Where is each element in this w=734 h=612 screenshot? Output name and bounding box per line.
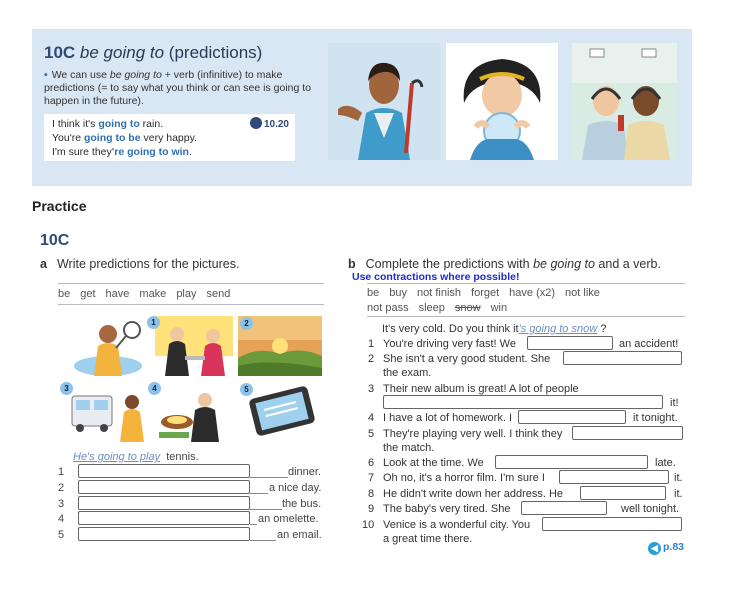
illustration-man-umbrella xyxy=(328,43,440,160)
sentence-end: the exam. xyxy=(383,367,432,379)
word-option: make xyxy=(139,288,167,300)
sentence-start: He didn't write down her address. He xyxy=(383,488,564,500)
picture-number: 4 xyxy=(148,382,161,395)
word-option: not like xyxy=(565,287,600,299)
answer-field[interactable] xyxy=(383,395,663,409)
item-number: 3 xyxy=(368,383,375,395)
picture-example-tennis xyxy=(68,316,148,376)
answer-field[interactable] xyxy=(495,455,648,469)
sentence-end: late. xyxy=(655,457,676,469)
word-option: sleep xyxy=(418,302,445,314)
picture-4-omelette xyxy=(155,382,233,442)
illustration-fortune-teller xyxy=(446,43,558,160)
sentence-tail: an omelette. xyxy=(258,513,319,525)
word-option: have (x2) xyxy=(509,287,556,299)
word-option: be xyxy=(58,288,71,300)
word-option: not finish xyxy=(417,287,462,299)
picture-number: 2 xyxy=(240,317,253,330)
word-box-a xyxy=(58,283,324,305)
answer-field[interactable] xyxy=(518,410,626,424)
example-line: I think it's going to rain. xyxy=(52,118,164,130)
page-reference-link[interactable]: ◀ p.83 xyxy=(648,541,684,555)
word-option: get xyxy=(80,288,96,300)
example-line: I'm sure they're going to win. xyxy=(52,146,192,158)
sentence-end: it! xyxy=(670,397,679,409)
sentence-start: They're playing very well. I think they xyxy=(383,428,563,440)
answer-field[interactable] xyxy=(78,527,250,541)
item-number: 3 xyxy=(58,498,65,510)
sentence-start: Oh no, it's a horror film. I'm sure I xyxy=(383,472,545,484)
contractions-note: Use contractions where possible! xyxy=(352,271,520,283)
sentence-end: a great time there. xyxy=(383,533,473,545)
sentence-end: it. xyxy=(674,472,683,484)
sentence-start: Their new album is great! A lot of people xyxy=(383,383,579,395)
bullet-icon: • xyxy=(44,69,48,81)
sentence-start: She isn't a very good student. She xyxy=(383,353,551,365)
exercise-a-instruction: a Write predictions for the pictures. xyxy=(40,257,240,271)
arrow-left-icon: ◀ xyxy=(648,542,661,555)
grammar-title: 10C be going to (predictions) xyxy=(44,43,263,62)
item-number: 5 xyxy=(58,529,65,541)
example-sentence: He's going to play tennis. xyxy=(73,451,199,463)
audio-button[interactable]: 10.20 xyxy=(250,117,289,132)
word-option: not pass xyxy=(367,302,409,314)
section-code: 10C xyxy=(40,232,70,249)
answer-field[interactable] xyxy=(78,496,250,510)
answer-field[interactable] xyxy=(78,511,250,525)
answer-field[interactable] xyxy=(78,464,250,478)
word-option: buy xyxy=(389,287,407,299)
item-number: 7 xyxy=(368,472,375,484)
sentence-tail: a nice day. xyxy=(269,482,322,494)
item-number: 4 xyxy=(58,513,65,525)
word-option: send xyxy=(206,288,231,300)
item-number: 1 xyxy=(58,466,65,478)
illustration-commentators xyxy=(572,43,677,160)
sentence-start: The baby's very tired. She xyxy=(383,503,511,515)
speaker-icon xyxy=(250,117,262,129)
grammar-examples xyxy=(44,114,295,161)
sentence-end: an accident! xyxy=(619,338,679,350)
sentence-end: it tonight. xyxy=(633,412,678,424)
answer-field[interactable] xyxy=(527,336,613,350)
picture-1-dinner xyxy=(155,316,233,376)
grammar-rule: • We can use be going to + verb (infinitive) to make predictions (= to say what you think or can see is going to happen in the future). xyxy=(44,69,312,107)
word-option: have xyxy=(105,288,130,300)
sentence-start: Look at the time. We xyxy=(383,457,484,469)
word-option: play xyxy=(176,288,197,300)
practice-heading: Practice xyxy=(32,198,87,214)
grammar-box xyxy=(32,29,692,186)
item-number: 9 xyxy=(368,503,375,515)
item-number: 8 xyxy=(368,488,375,500)
item-number: 2 xyxy=(368,353,375,365)
word-option-used: snow xyxy=(454,302,481,314)
answer-field[interactable] xyxy=(580,486,666,500)
sentence-tail: the bus. xyxy=(282,498,322,510)
picture-number: 1 xyxy=(147,316,160,329)
sentence-end: it. xyxy=(674,488,683,500)
item-number: 2 xyxy=(58,482,65,494)
item-number: 1 xyxy=(368,338,375,350)
word-option: forget xyxy=(471,287,500,299)
example-line: You're going to be very happy. xyxy=(52,132,197,144)
item-number: 6 xyxy=(368,457,375,469)
word-option: win xyxy=(490,302,508,314)
sentence-start: I have a lot of homework. I xyxy=(383,412,513,424)
word-option: be xyxy=(367,287,380,299)
example-sentence-b: It's very cold. Do you think it's going to snow ? xyxy=(382,323,607,335)
answer-field[interactable] xyxy=(521,501,607,515)
sentence-end: well tonight. xyxy=(621,503,680,515)
answer-field[interactable] xyxy=(559,470,669,484)
answer-field[interactable] xyxy=(563,351,682,365)
sentence-tail: an email. xyxy=(277,529,322,541)
item-number: 10 xyxy=(362,519,375,531)
sentence-start: You're driving very fast! We xyxy=(383,338,516,350)
answer-field[interactable] xyxy=(78,480,250,494)
item-number: 4 xyxy=(368,412,375,424)
picture-number: 3 xyxy=(60,382,73,395)
answer-field[interactable] xyxy=(572,426,683,440)
item-number: 5 xyxy=(368,428,375,440)
sentence-tail: dinner. xyxy=(288,466,322,478)
picture-3-bus xyxy=(68,382,148,442)
word-box-b xyxy=(367,283,685,317)
exercise-b-instruction: b Complete the predictions with be going to and a verb. xyxy=(348,257,661,271)
sentence-start: Venice is a wonderful city. You xyxy=(383,519,531,531)
answer-field[interactable] xyxy=(542,517,682,531)
picture-number: 5 xyxy=(240,383,253,396)
sentence-end: the match. xyxy=(383,442,435,454)
